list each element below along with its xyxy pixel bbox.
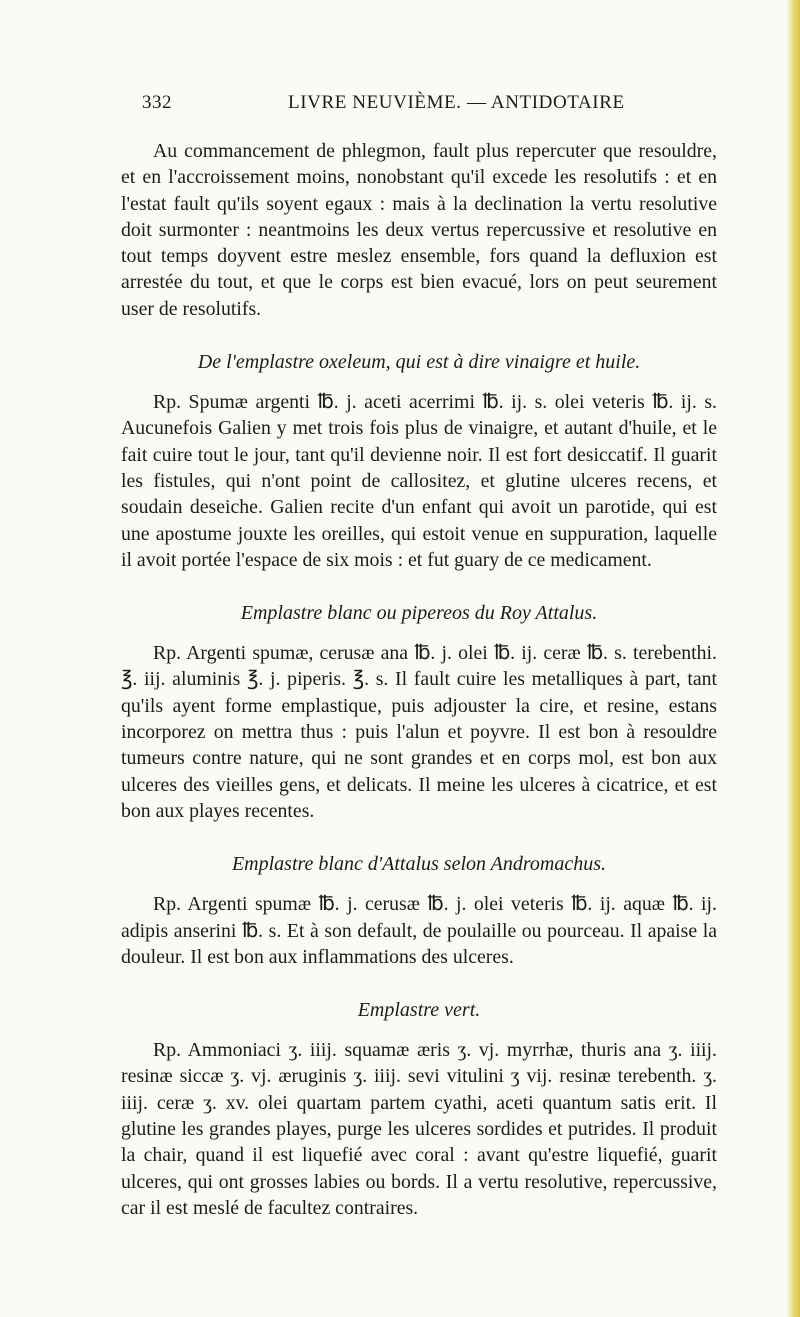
heading-blanc-attalus: Emplastre blanc ou pipereos du Roy Attalus.	[240, 602, 598, 625]
heading-vert: Emplastre vert.	[357, 999, 481, 1022]
paragraph-phlegmon: Au commancement de phlegmon, fault plus repercuter que resouldre, et en l'accroissement moins, nonobstant qu'il excede les resolutifs : et en l'estat fault qu'ils soyent egaux : mais à la declination la vertu resolutive doit surmonter : neantmoins les deux vertus repercussive et resolutive en tout temps doyvent estre meslez ensemble, fors quand la defluxion est arrestée du tout, et que le corps est bien evacué, lors on peut seurement user de resolutifs.	[121, 140, 717, 320]
paragraph-blanc-attalus: Rp. Argenti spumæ, cerusæ ana ℔. j. olei ℔. ij. ceræ ℔. s. terebenthi. ℥. iij. aluminis ℥. j. piperis. ℥. s. Il fault cuire les metalliques à part, tant qu'ils ayent forme emplastique, puis adjouster la cire, et resine, estans incorporez on mettra thus : puis l'alun et poyvre. Il est bon à resouldre tumeurs contre nature, qui ne sont grandes et en corps mol, est bon aux ulceres des vieilles gens, et delicats. Il meine les ulceres à cicatrice, et est bon aux playes recentes.	[121, 642, 717, 822]
paragraph-oxeleum: Rp. Spumæ argenti ℔. j. aceti acerrimi ℔. ij. s. olei veteris ℔. ij. s. Aucunefois Galien y met trois fois plus de vinaigre, et autant d'huile, et le fait cuire tout le jour, tant qu'il devienne noir. Il est fort desiccatif. Il guarit les fistules, qui n'ont point de callositez, et glutine ulceres recens, et soudain deseiche. Galien recite d'un enfant qui avoit un parotide, qui est une apostume jouxte les oreilles, qui estoit venue en suppuration, laquelle il avoit portée l'espace de six mois : et fut guary de ce medicament.	[121, 391, 717, 571]
page-header	[112, 92, 712, 118]
running-title: LIVRE NEUVIÈME. — ANTIDOTAIRE	[288, 92, 625, 113]
heading-oxeleum: De l'emplastre oxeleum, qui est à dire vinaigre et huile.	[197, 351, 641, 374]
heading-andromachus: Emplastre blanc d'Attalus selon Andromachus.	[231, 853, 607, 876]
page-number: 332	[142, 92, 172, 113]
paragraph-andromachus: Rp. Argenti spumæ ℔. j. cerusæ ℔. j. olei veteris ℔. ij. aquæ ℔. ij. adipis anserini ℔. s. Et à son default, de poulaille ou pourceau. Il apaise la douleur. Il est bon aux inflammations des ulceres.	[121, 893, 717, 968]
paragraph-vert: Rp. Ammoniaci ʒ. iiij. squamæ æris ʒ. vj. myrrhæ, thuris ana ʒ. iiij. resinæ siccæ ʒ. vj. æruginis ʒ. iiij. sevi vitulini ʒ vij. resinæ terebenth. ʒ. iiij. ceræ ʒ. xv. olei quartam partem cyathi, aceti quantum satis erit. Il glutine les grandes playes, purge les ulceres sordides et putrides. Il produit la chair, quand il est liquefié avec coral : avant qu'estre liquefié, guarit ulceres, qui ont grosses labies ou bords. Il a vertu resolutive, repercussive, car il est meslé de facultez contraires.	[121, 1039, 717, 1219]
page-edge	[786, 0, 800, 1317]
page-body	[121, 138, 717, 1221]
